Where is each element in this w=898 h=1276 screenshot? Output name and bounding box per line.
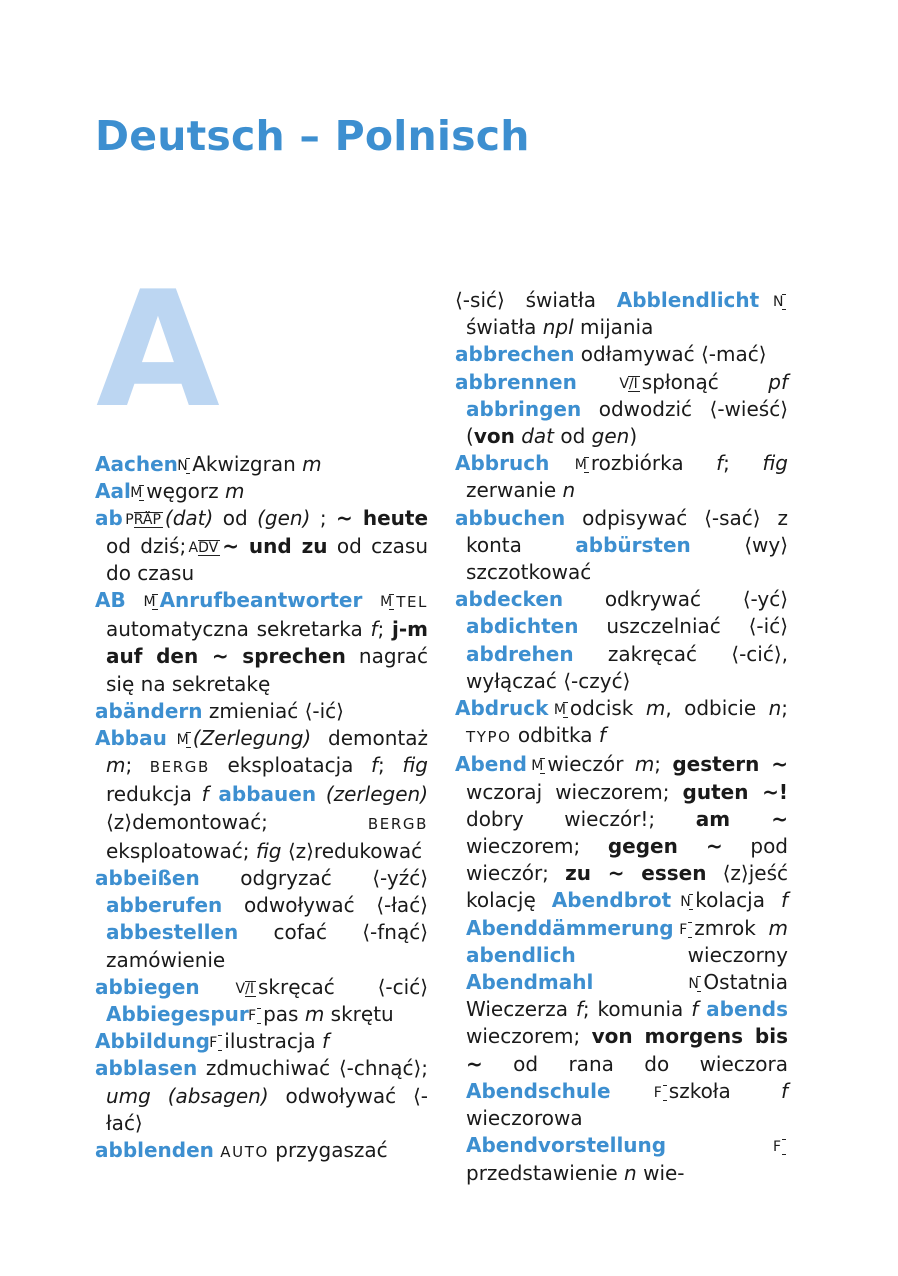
headword: abdichten bbox=[466, 614, 579, 639]
italic-text: m bbox=[634, 752, 655, 777]
definition-text: ⟨-sić⟩ światła bbox=[455, 288, 617, 312]
headword: Aachen bbox=[95, 452, 178, 476]
italic-text: umg bbox=[106, 1083, 151, 1108]
dictionary-entry bbox=[95, 1028, 428, 1055]
definition-text: zmrok bbox=[694, 915, 769, 940]
definition-text: przygaszać bbox=[268, 1138, 388, 1163]
italic-text: f bbox=[201, 782, 209, 807]
dictionary-entry bbox=[95, 1055, 428, 1137]
grammar-box: N bbox=[697, 976, 701, 992]
headword: abblasen bbox=[95, 1056, 198, 1081]
italic-text: f bbox=[598, 723, 606, 748]
label-abbrev: BERGB bbox=[149, 758, 210, 777]
grammar-box: F bbox=[218, 1035, 222, 1051]
definition-text: od bbox=[553, 424, 592, 449]
italic-text: gen bbox=[591, 424, 630, 449]
dictionary-entry bbox=[95, 478, 428, 505]
italic-text: (absagen) bbox=[167, 1083, 269, 1108]
grammar-box: V/I bbox=[235, 980, 254, 997]
dictionary-entry bbox=[95, 451, 428, 478]
definition-text: światła bbox=[466, 315, 543, 340]
headword: abbürsten bbox=[575, 532, 691, 557]
italic-text: m bbox=[645, 696, 666, 721]
dictionary-entry bbox=[455, 586, 788, 695]
phrase: gestern ~ bbox=[672, 752, 789, 777]
definition-text: spłonąć bbox=[641, 369, 769, 394]
headword: Abdruck bbox=[455, 696, 549, 721]
grammar-box: M bbox=[531, 758, 544, 775]
definition-text: nagrać się na sekretakę bbox=[106, 644, 428, 696]
headword: Abbruch bbox=[455, 451, 550, 476]
grammar-box: M bbox=[380, 594, 393, 611]
definition-text: wieczór bbox=[547, 752, 635, 777]
italic-text: m bbox=[304, 1002, 325, 1027]
definition-text: odwoływać ⟨-łać⟩ bbox=[222, 893, 428, 918]
headword: Abendmahl bbox=[466, 970, 594, 995]
dictionary-entry bbox=[95, 698, 428, 725]
definition-text: wieczorem; bbox=[466, 834, 608, 859]
definition-text: wie- bbox=[636, 1160, 685, 1185]
headword: Abendschule bbox=[466, 1078, 611, 1103]
headword: abendlich bbox=[466, 942, 576, 967]
definition-text: , odbicie bbox=[665, 696, 769, 721]
definition-text: ; komunia bbox=[582, 997, 692, 1022]
definition-text: wczoraj wieczorem; bbox=[466, 779, 683, 804]
grammar-box: M bbox=[176, 732, 189, 749]
definition-text: pod wieczór; bbox=[466, 834, 788, 886]
dictionary-entry bbox=[455, 341, 788, 368]
definition-text: mijania bbox=[573, 315, 654, 340]
definition-text: kolacja bbox=[695, 888, 781, 913]
page-title: Deutsch – Polnisch bbox=[95, 112, 530, 160]
definition-text: wieczorem; bbox=[466, 1024, 592, 1049]
italic-text: m bbox=[106, 753, 126, 778]
dictionary-entry bbox=[95, 865, 428, 974]
definition-text: skrętu bbox=[324, 1002, 394, 1027]
label-abbrev: TEL bbox=[396, 593, 428, 612]
headword: abblenden bbox=[95, 1138, 214, 1163]
italic-text: dat bbox=[521, 424, 554, 449]
definition-text: ; bbox=[781, 696, 789, 721]
definition-text: od czasu do czasu bbox=[106, 533, 428, 585]
dictionary-entry bbox=[455, 695, 788, 751]
grammar-box: F bbox=[257, 1008, 261, 1024]
headword: abdrehen bbox=[466, 641, 574, 666]
grammar-box: M bbox=[143, 594, 156, 611]
dictionary-entry bbox=[455, 505, 788, 587]
definition-text: cofać ⟨-fnąć⟩ zamówienie bbox=[106, 920, 428, 972]
headword: Abblendlicht bbox=[616, 288, 760, 312]
italic-text: (gen) bbox=[257, 506, 311, 531]
headword: abbuchen bbox=[455, 505, 566, 530]
definition-text: ilustracja bbox=[224, 1029, 322, 1054]
dictionary-entry bbox=[95, 1137, 428, 1166]
headword: Aal bbox=[95, 479, 131, 504]
dictionary-entry bbox=[455, 751, 788, 1186]
grammar-box: ADV bbox=[188, 539, 219, 556]
phrase: von bbox=[473, 424, 515, 449]
definition-text: skręcać ⟨-cić⟩ bbox=[257, 974, 428, 999]
definition-text: eksploatować; bbox=[106, 838, 256, 863]
dictionary-entry bbox=[95, 974, 428, 1028]
dictionary-entry bbox=[455, 369, 788, 451]
grammar-box: F bbox=[663, 1085, 667, 1101]
definition-text: automatyczna sekretarka bbox=[106, 617, 371, 642]
dictionary-column-right bbox=[455, 287, 788, 1187]
grammar-box: N bbox=[186, 458, 190, 474]
grammar-box: F bbox=[688, 922, 692, 938]
dictionary-entry bbox=[95, 587, 428, 698]
phrase: guten ~! bbox=[682, 779, 788, 804]
definition-text: uszczelniać ⟨-ić⟩ bbox=[578, 614, 788, 639]
definition-text: odgryzać ⟨-yźć⟩ bbox=[199, 866, 428, 891]
phrase: am ~ bbox=[695, 806, 788, 831]
dictionary-entry bbox=[95, 505, 428, 587]
phrase: zu ~ essen bbox=[565, 861, 707, 886]
definition-text: przedstawienie bbox=[466, 1160, 625, 1185]
definition-text: redukcja bbox=[106, 782, 202, 807]
headword: abends bbox=[706, 997, 788, 1022]
headword: abbestellen bbox=[106, 920, 239, 945]
italic-text: f bbox=[575, 997, 583, 1022]
headword: abbrechen bbox=[455, 342, 575, 367]
grammar-box: M bbox=[574, 457, 587, 474]
definition-text: ; bbox=[654, 752, 673, 777]
headword: Abend bbox=[455, 752, 527, 777]
definition-text: zdmuchiwać ⟨-chnąć⟩; bbox=[197, 1056, 428, 1081]
phrase: von morgens bis ~ bbox=[466, 1024, 789, 1076]
definition-text bbox=[151, 1084, 168, 1108]
definition-text: od bbox=[213, 506, 258, 531]
headword: abbauen bbox=[218, 782, 317, 807]
definition-text: ; bbox=[723, 451, 763, 476]
definition-text: zerwanie bbox=[466, 478, 563, 503]
headword: abbiegen bbox=[95, 974, 200, 999]
definition-text: zakręcać ⟨-cić⟩, wyłączać ⟨-czyć⟩ bbox=[466, 641, 788, 693]
italic-text: f bbox=[780, 1078, 788, 1103]
definition-text: ; bbox=[377, 617, 392, 642]
italic-text: npl bbox=[542, 315, 574, 340]
headword: ab bbox=[95, 506, 123, 531]
headword: abbrennen bbox=[455, 369, 577, 394]
definition-text: zmieniać ⟨-ić⟩ bbox=[202, 698, 344, 723]
definition-text: Akwizgran bbox=[192, 452, 303, 476]
grammar-box: N bbox=[782, 294, 786, 310]
label-abbrev: AUTO bbox=[220, 1143, 269, 1162]
headword: abändern bbox=[95, 698, 203, 723]
headword: AB bbox=[95, 588, 126, 613]
italic-text: f bbox=[371, 753, 379, 778]
definition-text: ; bbox=[378, 753, 403, 778]
definition-text: od dziś; bbox=[106, 533, 196, 558]
dictionary-column-left bbox=[95, 451, 428, 1166]
definition-text: eksploatacja bbox=[209, 753, 371, 778]
definition-text: rozbiórka bbox=[590, 451, 717, 476]
definition-text: odpisywać ⟨-sać⟩ z konta bbox=[466, 505, 788, 557]
phrase: ~ heute bbox=[336, 506, 429, 531]
italic-text: n bbox=[768, 696, 782, 721]
headword: Abbiegespur bbox=[106, 1002, 249, 1027]
headword: abberufen bbox=[106, 893, 223, 918]
definition-text: ⟨z⟩redukować bbox=[281, 838, 423, 863]
grammar-box: N bbox=[689, 894, 693, 910]
definition-text: odłamywać ⟨-mać⟩ bbox=[574, 342, 767, 367]
definition-text bbox=[316, 782, 326, 806]
headword: Anrufbeantworter bbox=[159, 588, 363, 613]
definition-text: odkrywać ⟨-yć⟩ bbox=[563, 587, 788, 612]
grammar-box: M bbox=[553, 702, 566, 719]
definition-text: odwoływać ⟨-łać⟩ bbox=[106, 1083, 429, 1135]
grammar-box: V/I bbox=[619, 375, 638, 392]
definition-text: węgorz bbox=[146, 479, 225, 504]
definition-text: pas bbox=[263, 1002, 305, 1027]
headword: abdecken bbox=[455, 587, 564, 612]
headword: abbeißen bbox=[95, 866, 200, 891]
phrase: j-m auf den ~ sprechen bbox=[106, 617, 428, 669]
section-letter: A bbox=[96, 256, 220, 443]
definition-text: ; bbox=[310, 506, 337, 531]
italic-text: f bbox=[780, 888, 789, 913]
label-abbrev: BERGB bbox=[367, 814, 428, 833]
italic-text: n bbox=[562, 478, 576, 503]
italic-text: f bbox=[322, 1029, 330, 1054]
grammar-box: M bbox=[130, 485, 143, 502]
italic-text: m bbox=[302, 452, 322, 476]
definition-text: wieczorny bbox=[575, 942, 788, 967]
definition-text: odwodzić ⟨-wieść⟩ ( bbox=[466, 396, 788, 449]
italic-text: fig bbox=[255, 838, 282, 863]
italic-text: f bbox=[691, 997, 699, 1022]
italic-text: n bbox=[624, 1160, 637, 1185]
definition-text: szkoła bbox=[668, 1078, 781, 1103]
headword: Abbildung bbox=[95, 1029, 210, 1054]
phrase: ~ und zu bbox=[222, 533, 328, 558]
italic-text: (Zerlegung) bbox=[192, 726, 312, 751]
headword: Abendbrot bbox=[551, 888, 672, 913]
definition-text bbox=[698, 997, 706, 1021]
definition-text: ; bbox=[125, 753, 150, 778]
definition-text: dobry wieczór!; bbox=[466, 806, 696, 831]
italic-text: f bbox=[716, 451, 724, 476]
phrase: gegen ~ bbox=[607, 834, 723, 859]
definition-text: odcisk bbox=[569, 696, 646, 721]
definition-text: demontaż bbox=[311, 726, 428, 751]
dictionary-entry bbox=[455, 287, 788, 341]
definition-text: ⟨z⟩jeść kolację bbox=[466, 861, 788, 913]
label-abbrev: TYPO bbox=[466, 728, 512, 747]
definition-text: wieczorowa bbox=[466, 1106, 583, 1131]
italic-text: f bbox=[370, 617, 378, 642]
definition-text: ⟨wy⟩szczotkować bbox=[466, 532, 788, 585]
definition-text: ) bbox=[629, 424, 638, 449]
headword: abbringen bbox=[466, 396, 582, 421]
italic-text: fig bbox=[402, 753, 428, 778]
dictionary-entry bbox=[455, 450, 788, 504]
definition-text: ⟨z⟩demontować; bbox=[106, 809, 368, 834]
grammar-box: PRÄP bbox=[125, 512, 161, 529]
headword: Abenddämmerung bbox=[466, 915, 674, 940]
italic-text: (zerlegen) bbox=[325, 782, 428, 807]
italic-text: m bbox=[768, 915, 788, 940]
dictionary-entry bbox=[95, 725, 428, 865]
headword: Abbau bbox=[95, 726, 167, 751]
italic-text: fig bbox=[762, 451, 788, 476]
headword: Abendvorstellung bbox=[466, 1133, 667, 1158]
italic-text: (dat) bbox=[164, 506, 214, 531]
definition-text: odbitka bbox=[511, 723, 599, 748]
grammar-box: F bbox=[782, 1139, 786, 1155]
definition-text bbox=[209, 782, 219, 806]
definition-text: Ostatnia Wieczerza bbox=[466, 970, 788, 1022]
italic-text: m bbox=[224, 479, 245, 504]
italic-text: pf bbox=[768, 369, 788, 394]
definition-text: od rana do wieczora bbox=[482, 1051, 788, 1076]
